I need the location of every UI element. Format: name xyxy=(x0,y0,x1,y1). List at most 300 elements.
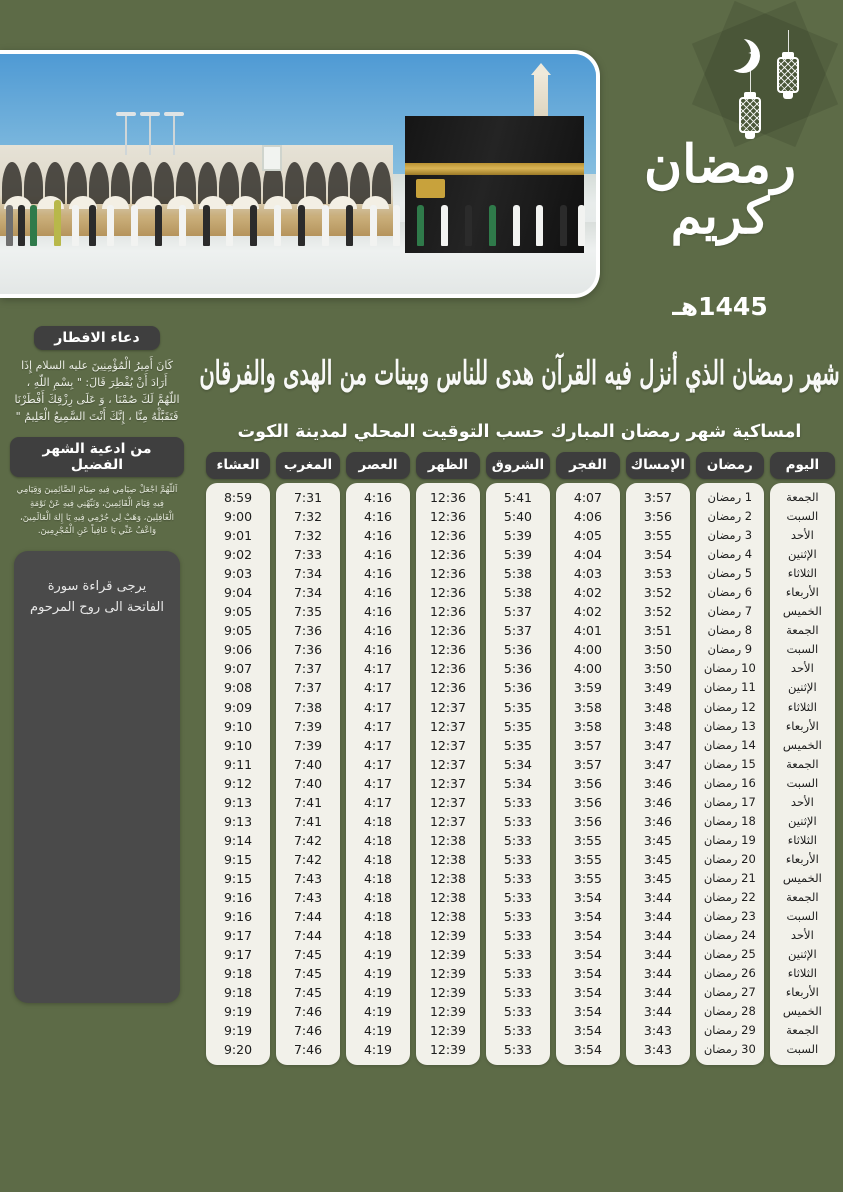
table-cell: 9:03 xyxy=(223,566,253,582)
table-cell: 3:44 xyxy=(643,928,672,944)
memorial-card-text: يرجى قراءة سورة الفاتحة الى روح المرحوم xyxy=(30,579,164,616)
table-cell: 4:18 xyxy=(363,832,393,848)
table-cell: 5:36 xyxy=(503,642,532,658)
table-cell: 3:44 xyxy=(643,947,672,963)
floodlight-mast xyxy=(149,116,151,154)
table-cell: 9:15 xyxy=(223,851,253,867)
logo-line-1: رمضان xyxy=(643,134,797,195)
table-cell: 12:36 xyxy=(429,528,466,544)
quran-verse-text: شهر رمضان الذي أنزل فيه القرآن هدى للناس وبينات من الهدى والفرقان xyxy=(199,353,840,392)
table-cell: الأربعاء xyxy=(785,851,819,866)
table-cell: 12:37 xyxy=(429,794,466,810)
table-cell: 3:58 xyxy=(573,699,602,715)
table-cell: 3:44 xyxy=(643,909,672,925)
table-cell: 4:04 xyxy=(573,547,602,563)
table-cell: 5:39 xyxy=(503,547,532,563)
column-header-isha: العشاء xyxy=(206,452,270,479)
table-cell: 12:39 xyxy=(429,985,466,1001)
month-duas-heading: من ادعية الشهر الفضيل xyxy=(10,437,184,477)
column-body-shuruq xyxy=(486,483,550,1065)
table-cell: 12:36 xyxy=(429,509,466,525)
table-cell: 4:17 xyxy=(363,794,393,810)
table-cell: 4:19 xyxy=(363,966,393,982)
table-cell: 4:05 xyxy=(573,528,602,544)
table-column-shuruq xyxy=(486,452,550,1065)
table-cell: 9:01 xyxy=(223,528,253,544)
table-cell: 5:33 xyxy=(503,985,532,1001)
table-cell: 5:33 xyxy=(503,813,532,829)
table-cell: الإثنين xyxy=(788,680,817,695)
table-cell: 5:33 xyxy=(503,1023,532,1039)
table-cell: 10 رمضان xyxy=(703,661,756,676)
table-cell: 4:18 xyxy=(363,928,393,944)
logo-line-2: كريم xyxy=(670,185,770,245)
table-cell: 12:39 xyxy=(429,1004,466,1020)
table-cell: 7:46 xyxy=(293,1023,323,1039)
table-cell: 3:50 xyxy=(643,642,672,658)
table-cell: 7:37 xyxy=(293,661,323,677)
table-cell: 27 رمضان xyxy=(703,985,756,1000)
table-cell: الخميس xyxy=(782,737,822,752)
table-cell: 9:18 xyxy=(223,985,253,1001)
table-cell: الثلاثاء xyxy=(787,566,817,581)
table-cell: 5:33 xyxy=(503,1042,532,1058)
month-duas-text: اَللّهُمَّ اجْعَلْ صِيَامِي فِيهِ صِيَامَ الصَّائِمِينَ وَقِيَامِي فِيهِ قِيَامَ الْقَائِمِينَ، وَنَبِّهْنِي فِيهِ عَنْ نَوْمَةِ الْغَافِلِينَ، وَهَبْ لِي جُرْمِي فِيهِ يَا إِلهَ الْعَالَمِينَ، وَاعْفُ عَنِّي يَا عَافِياً عَنِ الْمُجْرِمِينَ. xyxy=(16,485,178,537)
table-cell: 4:06 xyxy=(573,509,602,525)
column-header-maghrib: المغرب xyxy=(276,452,340,479)
table-cell: 12:36 xyxy=(429,661,466,677)
table-cell: 12:39 xyxy=(429,1023,466,1039)
logo-wordmark xyxy=(615,134,825,245)
table-cell: 7:44 xyxy=(293,909,323,925)
table-cell: 5:34 xyxy=(503,775,532,791)
column-body-dhuhr xyxy=(416,483,480,1065)
table-column-day xyxy=(770,452,835,1065)
table-cell: 19 رمضان xyxy=(703,832,756,847)
table-cell: 8 رمضان xyxy=(707,623,753,638)
table-cell: 7:45 xyxy=(293,947,323,963)
table-cell: 4:02 xyxy=(573,604,602,620)
column-body-imsak xyxy=(626,483,690,1065)
table-cell: 11 رمضان xyxy=(703,680,756,695)
table-cell: 3:44 xyxy=(643,1004,672,1020)
column-header-shuruq: الشروق xyxy=(486,452,550,479)
table-cell: 17 رمضان xyxy=(703,794,756,809)
ramadan-logo xyxy=(600,0,843,322)
table-cell: 3:54 xyxy=(643,547,672,563)
table-cell: 3:48 xyxy=(643,718,672,734)
column-header-imsak: الإمساك xyxy=(626,452,690,479)
table-cell: 4:16 xyxy=(363,604,393,620)
table-cell: 7:42 xyxy=(293,851,323,867)
table-cell: 3:54 xyxy=(573,928,602,944)
column-header-asr: العصر xyxy=(346,452,410,479)
table-cell: 12:37 xyxy=(429,756,466,772)
table-cell: 5:33 xyxy=(503,947,532,963)
table-cell: 3:54 xyxy=(573,966,602,982)
table-cell: 24 رمضان xyxy=(703,928,756,943)
column-body-asr xyxy=(346,483,410,1065)
table-column-fajr xyxy=(556,452,620,1065)
table-cell: 5:33 xyxy=(503,851,532,867)
table-cell: 9:04 xyxy=(223,585,253,601)
table-cell: الأحد xyxy=(790,528,814,543)
table-cell: 3:47 xyxy=(643,737,672,753)
table-cell: 7:36 xyxy=(293,623,323,639)
table-cell: الأحد xyxy=(790,661,814,676)
table-cell: 3:52 xyxy=(643,585,672,601)
table-cell: 7:37 xyxy=(293,680,323,696)
table-cell: 3:45 xyxy=(643,851,672,867)
table-cell: 3:59 xyxy=(573,680,602,696)
table-cell: 7:35 xyxy=(293,604,323,620)
table-cell: الجمعة xyxy=(786,623,819,638)
table-cell: 4:00 xyxy=(573,642,602,658)
pilgrims-crowd xyxy=(0,205,596,246)
table-cell: الأحد xyxy=(790,928,814,943)
table-cell: 3:54 xyxy=(573,1042,602,1058)
table-cell: 3:51 xyxy=(643,623,672,639)
table-cell: الأحد xyxy=(790,794,814,809)
table-cell: 9:00 xyxy=(223,509,253,525)
table-cell: 7:42 xyxy=(293,832,323,848)
table-cell: 22 رمضان xyxy=(703,889,756,904)
table-cell: 4:18 xyxy=(363,870,393,886)
table-cell: 9:11 xyxy=(223,756,253,772)
table-column-asr xyxy=(346,452,410,1065)
table-cell: 28 رمضان xyxy=(703,1004,756,1019)
table-cell: 3:54 xyxy=(573,909,602,925)
table-cell: 12:38 xyxy=(429,851,466,867)
table-cell: 3:44 xyxy=(643,966,672,982)
column-body-fajr xyxy=(556,483,620,1065)
table-cell: 21 رمضان xyxy=(703,870,756,885)
table-cell: 5:39 xyxy=(503,528,532,544)
table-cell: 12:38 xyxy=(429,832,466,848)
table-cell: 2 رمضان xyxy=(707,509,753,524)
table-cell: 4 رمضان xyxy=(707,547,753,562)
table-cell: 3:58 xyxy=(573,718,602,734)
table-cell: 3:47 xyxy=(643,756,672,772)
table-cell: 5:33 xyxy=(503,966,532,982)
crescent-moon-icon xyxy=(717,36,751,70)
table-cell: 29 رمضان xyxy=(703,1023,756,1038)
column-body-month xyxy=(696,483,764,1065)
table-cell: 3:44 xyxy=(643,985,672,1001)
table-cell: 12 رمضان xyxy=(703,699,756,714)
table-cell: 5:33 xyxy=(503,870,532,886)
table-cell: 5:35 xyxy=(503,737,532,753)
table-cell: 3:43 xyxy=(643,1042,672,1058)
star-icon: ✦ xyxy=(747,47,757,60)
floodlight-mast xyxy=(173,116,175,154)
table-cell: الجمعة xyxy=(786,756,819,771)
table-cell: 4:01 xyxy=(573,623,602,639)
table-cell: 4:18 xyxy=(363,813,393,829)
table-cell: 9:12 xyxy=(223,775,253,791)
table-cell: 4:19 xyxy=(363,1023,393,1039)
table-cell: 12:37 xyxy=(429,813,466,829)
table-cell: 3:43 xyxy=(643,1023,672,1039)
table-column-imsak xyxy=(626,452,690,1065)
column-header-dhuhr: الظهر xyxy=(416,452,480,479)
main-content xyxy=(196,330,843,1065)
kaaba-photo-frame xyxy=(0,50,600,298)
table-cell: 1 رمضان xyxy=(707,490,753,504)
table-cell: 5:33 xyxy=(503,1004,532,1020)
table-cell: 16 رمضان xyxy=(703,775,756,790)
table-cell: 9:05 xyxy=(223,604,253,620)
table-cell: 12:38 xyxy=(429,870,466,886)
table-cell: 4:16 xyxy=(363,585,393,601)
table-cell: 3:54 xyxy=(573,1023,602,1039)
sidebar xyxy=(0,322,196,1003)
table-cell: 7:41 xyxy=(293,794,323,810)
table-cell: الجمعة xyxy=(786,490,819,504)
table-cell: 15 رمضان xyxy=(703,756,756,771)
table-cell: 7:39 xyxy=(293,718,323,734)
table-cell: 12:39 xyxy=(429,966,466,982)
table-cell: الجمعة xyxy=(786,1023,819,1038)
table-cell: 7:43 xyxy=(293,870,323,886)
table-cell: 7:36 xyxy=(293,642,323,658)
table-cell: 3:50 xyxy=(643,661,672,677)
table-cell: 4:18 xyxy=(363,909,393,925)
table-cell: 3:52 xyxy=(643,604,672,620)
table-cell: 4:00 xyxy=(573,661,602,677)
table-cell: 5:41 xyxy=(503,490,532,505)
header-banner xyxy=(0,0,843,322)
table-cell: 3:45 xyxy=(643,870,672,886)
iftar-dua-section xyxy=(10,326,184,425)
table-cell: 3:49 xyxy=(643,680,672,696)
lantern-icon xyxy=(777,30,799,99)
table-cell: 3:55 xyxy=(573,851,602,867)
table-cell: 6 رمضان xyxy=(707,585,753,600)
table-cell: 12:37 xyxy=(429,699,466,715)
table-cell: 9:08 xyxy=(223,680,253,696)
table-column-isha xyxy=(206,452,270,1065)
table-cell: 5 رمضان xyxy=(707,566,753,581)
table-cell: 5:35 xyxy=(503,699,532,715)
table-cell: 9:15 xyxy=(223,870,253,886)
table-column-dhuhr xyxy=(416,452,480,1065)
table-cell: 4:19 xyxy=(363,1004,393,1020)
table-cell: 7:40 xyxy=(293,756,323,772)
table-cell: 5:36 xyxy=(503,661,532,677)
table-cell: 5:33 xyxy=(503,928,532,944)
table-cell: 25 رمضان xyxy=(703,947,756,962)
table-cell: 5:37 xyxy=(503,623,532,639)
table-cell: 12:36 xyxy=(429,547,466,563)
table-cell: السبت xyxy=(786,642,819,657)
table-cell: الثلاثاء xyxy=(787,832,817,847)
table-cell: 3 رمضان xyxy=(707,528,753,543)
table-cell: 4:17 xyxy=(363,756,393,772)
table-cell: 12:39 xyxy=(429,947,466,963)
table-cell: 23 رمضان xyxy=(703,909,756,924)
table-cell: 5:35 xyxy=(503,718,532,734)
table-cell: 12:38 xyxy=(429,889,466,905)
table-cell: 7:34 xyxy=(293,585,323,601)
table-cell: 3:53 xyxy=(643,566,672,582)
table-cell: السبت xyxy=(786,509,819,524)
table-cell: السبت xyxy=(786,909,819,924)
table-cell: 3:48 xyxy=(643,699,672,715)
table-cell: 7:46 xyxy=(293,1042,323,1058)
table-cell: 3:46 xyxy=(643,775,672,791)
table-cell: 9:17 xyxy=(223,947,253,963)
table-cell: 7:33 xyxy=(293,547,323,563)
table-cell: 3:54 xyxy=(573,889,602,905)
table-cell: 9:19 xyxy=(223,1004,253,1020)
table-cell: 4:02 xyxy=(573,585,602,601)
table-cell: 5:33 xyxy=(503,794,532,810)
table-cell: 12:37 xyxy=(429,737,466,753)
eight-point-star-icon xyxy=(692,1,838,147)
iftar-dua-text: كَانَ أَمِيرُ الْمُؤْمِنِينَ عليه السلام إِذَا أَرَادَ أَنْ يُفْطِرَ قَالَ: " بِسْمِ اللّهِ ، اللّهُمَّ لَكَ صُمْنَا ، وَ عَلَى رِزْقِكَ أَفْطَرْنَا فَتَقَبَّلْهُ مِنَّا ، إِنَّكَ أَنْتَ السَّمِيعُ الْعَلِيمُ " xyxy=(14,359,180,424)
table-cell: 9:16 xyxy=(223,889,253,905)
table-cell: 12:39 xyxy=(429,1042,466,1058)
table-cell: 12:37 xyxy=(429,775,466,791)
table-cell: 9:05 xyxy=(223,623,253,639)
table-cell: الثلاثاء xyxy=(787,966,817,981)
table-cell: 12:36 xyxy=(429,623,466,639)
table-cell: 3:54 xyxy=(573,1004,602,1020)
table-cell: 7:39 xyxy=(293,737,323,753)
table-cell: 3:56 xyxy=(573,813,602,829)
table-cell: 3:45 xyxy=(643,832,672,848)
table-cell: 3:54 xyxy=(573,985,602,1001)
table-cell: 3:56 xyxy=(573,775,602,791)
table-cell: 4:07 xyxy=(573,490,602,505)
table-cell: 12:36 xyxy=(429,585,466,601)
table-cell: الإثنين xyxy=(788,947,817,962)
table-cell: 4:03 xyxy=(573,566,602,582)
table-cell: 9:14 xyxy=(223,832,253,848)
column-header-month: رمضان xyxy=(696,452,764,479)
table-cell: 30 رمضان xyxy=(703,1042,756,1057)
table-cell: 4:17 xyxy=(363,661,393,677)
quran-verse xyxy=(196,330,843,416)
table-cell: 4:17 xyxy=(363,737,393,753)
column-body-maghrib xyxy=(276,483,340,1065)
column-body-day xyxy=(770,483,835,1065)
iftar-dua-heading: دعاء الافطار xyxy=(34,326,159,350)
table-cell: 5:40 xyxy=(503,509,532,525)
table-cell: 3:55 xyxy=(573,870,602,886)
table-cell: 7:44 xyxy=(293,928,323,944)
table-cell: 3:57 xyxy=(573,756,602,772)
table-cell: 5:38 xyxy=(503,585,532,601)
table-cell: 7:45 xyxy=(293,985,323,1001)
table-cell: 12:39 xyxy=(429,928,466,944)
table-cell: 4:16 xyxy=(363,623,393,639)
table-cell: 18 رمضان xyxy=(703,813,756,828)
kaaba-photo xyxy=(0,54,596,294)
table-cell: 20 رمضان xyxy=(703,851,756,866)
table-cell: 7:45 xyxy=(293,966,323,982)
table-cell: 4:17 xyxy=(363,775,393,791)
table-cell: 14 رمضان xyxy=(703,737,756,752)
column-header-day: اليوم xyxy=(770,452,835,479)
table-cell: 5:36 xyxy=(503,680,532,696)
lantern-icon xyxy=(739,70,761,139)
table-cell: 9:06 xyxy=(223,642,253,658)
table-cell: الخميس xyxy=(782,1004,822,1019)
signboard xyxy=(262,145,282,171)
table-cell: 9:07 xyxy=(223,661,253,677)
table-cell: 12:36 xyxy=(429,642,466,658)
table-cell: الخميس xyxy=(782,870,822,885)
table-cell: 26 رمضان xyxy=(703,966,756,981)
column-body-isha xyxy=(206,483,270,1065)
table-cell: 7:34 xyxy=(293,566,323,582)
table-cell: 4:19 xyxy=(363,985,393,1001)
table-cell: 12:38 xyxy=(429,909,466,925)
table-cell: 9:19 xyxy=(223,1023,253,1039)
table-cell: الأربعاء xyxy=(785,718,819,733)
table-cell: 8:59 xyxy=(223,490,253,505)
table-cell: 5:38 xyxy=(503,566,532,582)
table-cell: 9:18 xyxy=(223,966,253,982)
table-cell: 4:16 xyxy=(363,509,393,525)
table-cell: 7 رمضان xyxy=(707,604,753,619)
table-cell: الثلاثاء xyxy=(787,699,817,714)
table-cell: 12:36 xyxy=(429,490,466,505)
table-cell: 4:16 xyxy=(363,490,393,505)
table-cell: 3:55 xyxy=(573,832,602,848)
table-cell: 7:31 xyxy=(293,490,323,505)
table-cell: 12:37 xyxy=(429,718,466,734)
table-cell: 7:46 xyxy=(293,1004,323,1020)
table-cell: 3:57 xyxy=(643,490,672,505)
table-cell: 9:13 xyxy=(223,794,253,810)
table-cell: 9:02 xyxy=(223,547,253,563)
table-cell: 9:10 xyxy=(223,718,253,734)
table-cell: 4:18 xyxy=(363,889,393,905)
table-cell: 4:16 xyxy=(363,642,393,658)
table-cell: 5:33 xyxy=(503,909,532,925)
table-cell: 4:17 xyxy=(363,718,393,734)
table-cell: السبت xyxy=(786,1042,819,1057)
table-cell: 12:36 xyxy=(429,604,466,620)
table-column-month xyxy=(696,452,764,1065)
table-cell: 5:37 xyxy=(503,604,532,620)
table-cell: 9:20 xyxy=(223,1042,253,1058)
table-cell: 4:16 xyxy=(363,528,393,544)
table-cell: 4:16 xyxy=(363,566,393,582)
table-cell: 7:38 xyxy=(293,699,323,715)
table-cell: 3:44 xyxy=(643,889,672,905)
table-cell: 3:56 xyxy=(573,794,602,810)
table-cell: السبت xyxy=(786,775,819,790)
memorial-card xyxy=(14,551,180,1003)
table-cell: 9:13 xyxy=(223,813,253,829)
page-title: امساكية شهر رمضان المبارك حسب التوقيت المحلي لمدينة الكوت xyxy=(237,422,802,442)
table-cell: 4:17 xyxy=(363,699,393,715)
table-cell: 7:32 xyxy=(293,528,323,544)
table-cell: الخميس xyxy=(782,604,822,619)
table-cell: 4:19 xyxy=(363,947,393,963)
table-cell: 4:17 xyxy=(363,680,393,696)
month-duas-section xyxy=(10,437,184,539)
column-header-fajr: الفجر xyxy=(556,452,620,479)
logo-year: 1445هـ xyxy=(672,292,768,321)
table-cell: 9:17 xyxy=(223,928,253,944)
table-cell: 9:10 xyxy=(223,737,253,753)
table-cell: 9:09 xyxy=(223,699,253,715)
